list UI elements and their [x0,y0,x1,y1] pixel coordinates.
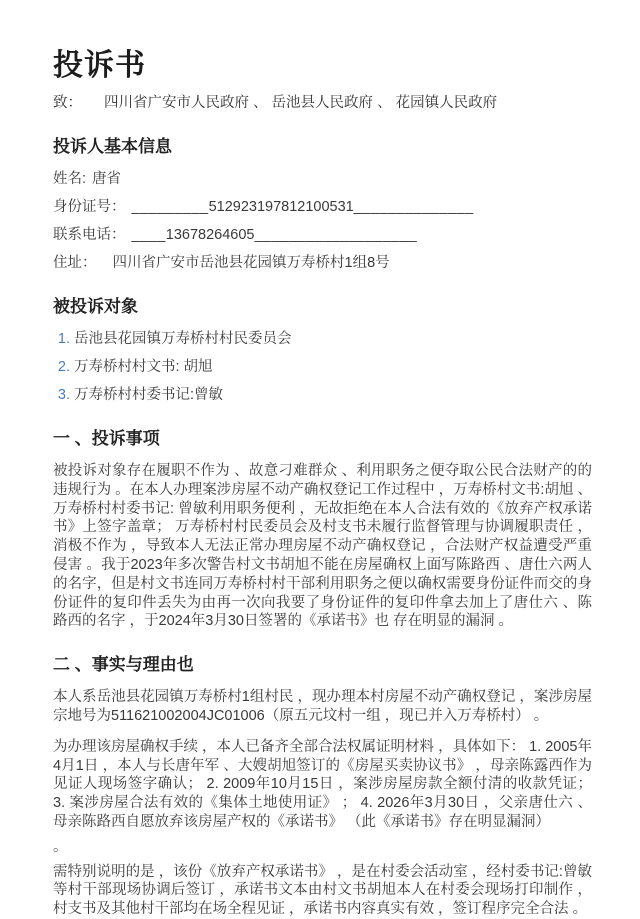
address-value: 四川省广安市岳池县花园镇万寿桥村1组8号 [112,255,390,271]
name-label: 姓名: [53,171,87,187]
phone-underline-suffix: ___________________ [254,227,418,243]
section-heading-complaint-items: 一 、投诉事项 [53,429,160,448]
phone-label: 联系电话： [53,227,126,243]
section-heading-respondents: 被投诉对象 [53,297,138,316]
section-heading-basic-info: 投诉人基本信息 [53,137,172,156]
address-line [53,254,592,273]
id-number-line [53,198,592,217]
complaint-items-paragraph: 被投诉对象存在履职不作为 、故意刁难群众 、利用职务之便夺取公民合法财产的的违规行为 。在本人办理案涉房屋不动产确权登记工作过程中 ，万寿桥村文书:胡旭 、万寿桥村村委书记: 曾敏利用职务便利 ，无故拒绝在本人合法有效的《放弃产权承诺书》上签字盖章； 万寿桥村村民委员会及村支书未履行监督管理与协调履职责任 ，消极不作为 ，导致本人无法正常办理房屋不动产确权登记 ，合法财产权益遭受严重侵害 。我于2023年多次警告村文书胡旭不能在房屋确权上面写陈路西 、唐仕六两人的名字，但是村文书连同万寿桥村村干部利用职务之便以确权需要身份证件而交的身份证件的复印件丢失为由再一次向我要了身份证件的复印件拿去加上了唐仕六 、陈路西的名字 ，于2024年3月30日签署的《承诺书》也 存在明显的漏洞 。 [53,463,592,630]
id-number-underline-suffix: ______________ [353,199,474,215]
id-number-label: 身份证号： [53,199,126,215]
addressee-label: 致： [53,95,82,111]
name-value: 唐省 [92,171,122,187]
respondent-item: 2. 万寿桥村村文书: 胡旭 [74,358,592,377]
respondent-item: 3. 万寿桥村村委书记:曾敏 [74,386,592,405]
facts-paragraph-1: 本人系岳池县花园镇万寿桥村1组村民 ，现办理本村房屋不动产确权登记 ，案涉房屋宗地号为511621002004JC01006（原五元坟村一组 ，现已并入万寿桥村） 。 [53,689,592,724]
id-number-underline-prefix: _________ [131,199,209,215]
phone-value: 13678264605 [165,227,255,243]
phone-line [53,226,592,245]
id-number-value: 512923197812100531 [208,199,354,215]
name-line [53,170,592,189]
respondents-list [53,330,592,405]
addressee-line [53,94,592,113]
respondent-item: 1. 岳池县花园镇万寿桥村村民委员会 [74,330,592,349]
page-title: 投诉书 [53,49,146,82]
section-heading-facts-reasons: 二 、事实与理由也 [53,655,194,675]
phone-underline-prefix: ____ [131,227,166,243]
addressee-value: 四川省广安市人民政府 、 岳池县人民政府 、 花园镇人民政府 [104,95,498,111]
facts-paragraph-2: 为办理该房屋确权手续 ，本人已备齐全部合法权属证明材料 ，具体如下： 1. 2005年4月1日 ，本人与长唐年军 、大嫂胡旭签订的《房屋买卖协议书》 ，母亲陈露西作为见证人现场签字确认； 2. 2009年10月15日 ，案涉房屋房款全额付清的收款凭证； 3. 案涉房屋合法有效的《集体土地使用证》 ； 4. 2026年3月30日 ，父亲唐仕六 、母亲陈路西自愿放弃该房屋产权的《承诺书》 （此《承诺书》存在明显漏洞） [53,738,592,830]
facts-paragraph-3: 需特别说明的是 ，该份《放弃产权承诺书》 ，是在村委会活动室 ，经村委书记:曾敏等村干部现场协调后签订 ，承诺书文本由村文书胡旭本人在村委会现场打印制作 ，村支书及其他村干部均在场全程见证 ，承诺书内容真实有效 ，签订程序完全合法 。 [53,863,592,918]
address-label: 住址： [53,255,97,271]
facts-paragraph-lone-period: 。 [53,838,68,855]
